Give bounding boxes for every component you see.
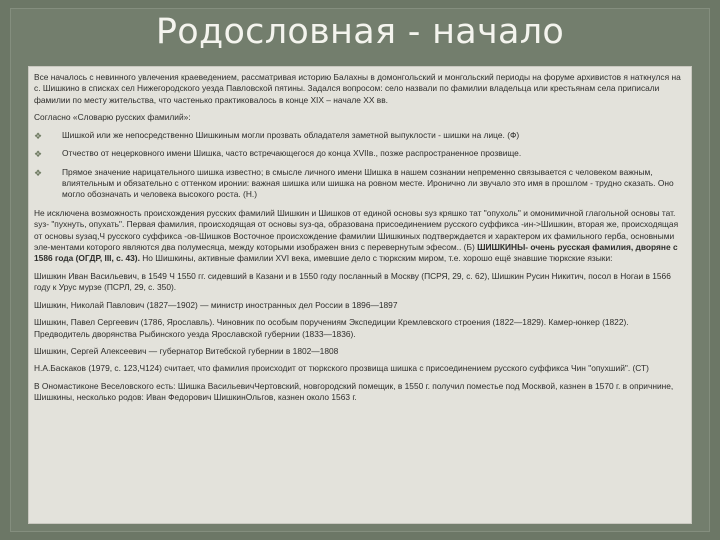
bullet-item xyxy=(34,167,686,201)
tatar-origin-bold: ШИШКИНЫ- очень русская фамилия, дворяне с 1586 года (ОГДР, III, с. 43). xyxy=(34,242,678,264)
entry-paragraph: Шишкин Иван Васильевич, в 1549 Ч 1550 гг. сидевший в Казани и в 1550 году посланный в Москву (ПСРЯ, 29, с. 62), Шишкин Русин Никитич, посол в Ногаи в 1566 году к Урус мурзе (ПСРЛ, 29, с. 350). xyxy=(34,270,671,293)
entry-paragraph: Шишкин, Николай Павлович (1827—1902) — министр иностранных дел России в 1896—1897 xyxy=(34,299,398,310)
bullet-item xyxy=(34,130,686,141)
bullet-list xyxy=(34,130,686,201)
content-panel xyxy=(28,66,692,524)
entry-paragraph: В Ономастиконе Веселовского есть: Шишка ВасильевичЧертовский, новгородский помещик, в 1550 г. получил поместье под Москвой, казнен в 1570 г. в опричнине, Шишкины, несколько родов: Иван Федорович ШишкинОльгов, казнен около 1563 г. xyxy=(34,380,674,403)
entry-paragraph: Шишкин, Сергей Алексеевич — губернатор Витебской губернии в 1802—1808 xyxy=(34,346,339,357)
page-title: Родословная - начало xyxy=(155,12,565,52)
bullet-item xyxy=(34,148,686,159)
bullet-text: Прямое значение нарицательного шишка известно; в смысле личного имени Шишка в нашем сознании непременно связывается с человеком важным, влиятельным и обязательно с оттенком иронии: важная шишка или шишка на ровном месте. Иронично ли звучало это имя в прошлом - трудно сказать. Оно могло обозначать и человека высокого роста. (Н.) xyxy=(62,166,674,200)
dictionary-intro: Согласно «Словарю русских фамилий»: xyxy=(34,112,191,123)
entry-paragraph: Н.А.Баскаков (1979, с. 123,Ч124) считает, что фамилия происходит от тюркского прозвища шишка с присоединением русского суффикса Чин "опухший". (СТ) xyxy=(34,363,649,374)
bullet-text: Отчество от нецерковного имени Шишка, часто встречающегося до конца XVIIв., позже распространенное прозвище. xyxy=(62,148,522,159)
intro-paragraph: Все началось с невинного увлечения краеведением, рассматривая историю Балахны в домонгольский и монгольский периоды на форуме архивистов я наткнулся на с. Шишкино в списках сел Нижегородского уезда Павловской пятины. Задался вопросом: село назвали по фамилии владельца или крестьянам села приписали фамилии по месту жительства, что частенько практиковалось в конце XIX – начале XX вв. xyxy=(34,72,681,105)
tatar-origin-text: Не исключена возможность происхождения русских фамилий Шишкин и Шишков от единой основы sуз кряшко тат "опухоль" и омонимичной глагольной основы тат. sуз- "пухнуть, опухать". Первая фамилия, происходящая от основы sуз-qа, образована присоединением русского суффикса -ин->Шишкин, вторая же, происходящая от основы sузаq,Ч русского суффикса -ов-Шишков Восточное происхождение фамилии Шишкиных подтверждается и характером их фамильного герба, основными эле-ментами которого являются два полумесяца, между которыми изображен вниз с перевернутым эфесом.. (Б) xyxy=(34,207,679,253)
diamond-bullet-icon: ❖ xyxy=(34,130,43,141)
bullet-text: Шишкой или же непосредственно Шишкиным могли прозвать обладателя заметной выпуклости - шишки на лице. (Ф) xyxy=(62,129,520,140)
tatar-origin-paragraph xyxy=(34,208,686,265)
tatar-origin-tail: Но Шишкины, активные фамилии XVI века, имевшие дело с тюркским миром, т.е. хорошо ещё знавшие тюркские языки: xyxy=(139,253,613,264)
diamond-bullet-icon: ❖ xyxy=(34,149,43,160)
entry-paragraph: Шишкин, Павел Сергеевич (1786, Ярославль). Чиновник по особым поручениям Экспедиции Кремлевского строения (1822—1829). Камер-юнкер (1822). Предводитель дворянства Рыбинского уезда Ярославской губернии (1833—1836). xyxy=(34,317,629,339)
diamond-bullet-icon: ❖ xyxy=(34,167,43,178)
